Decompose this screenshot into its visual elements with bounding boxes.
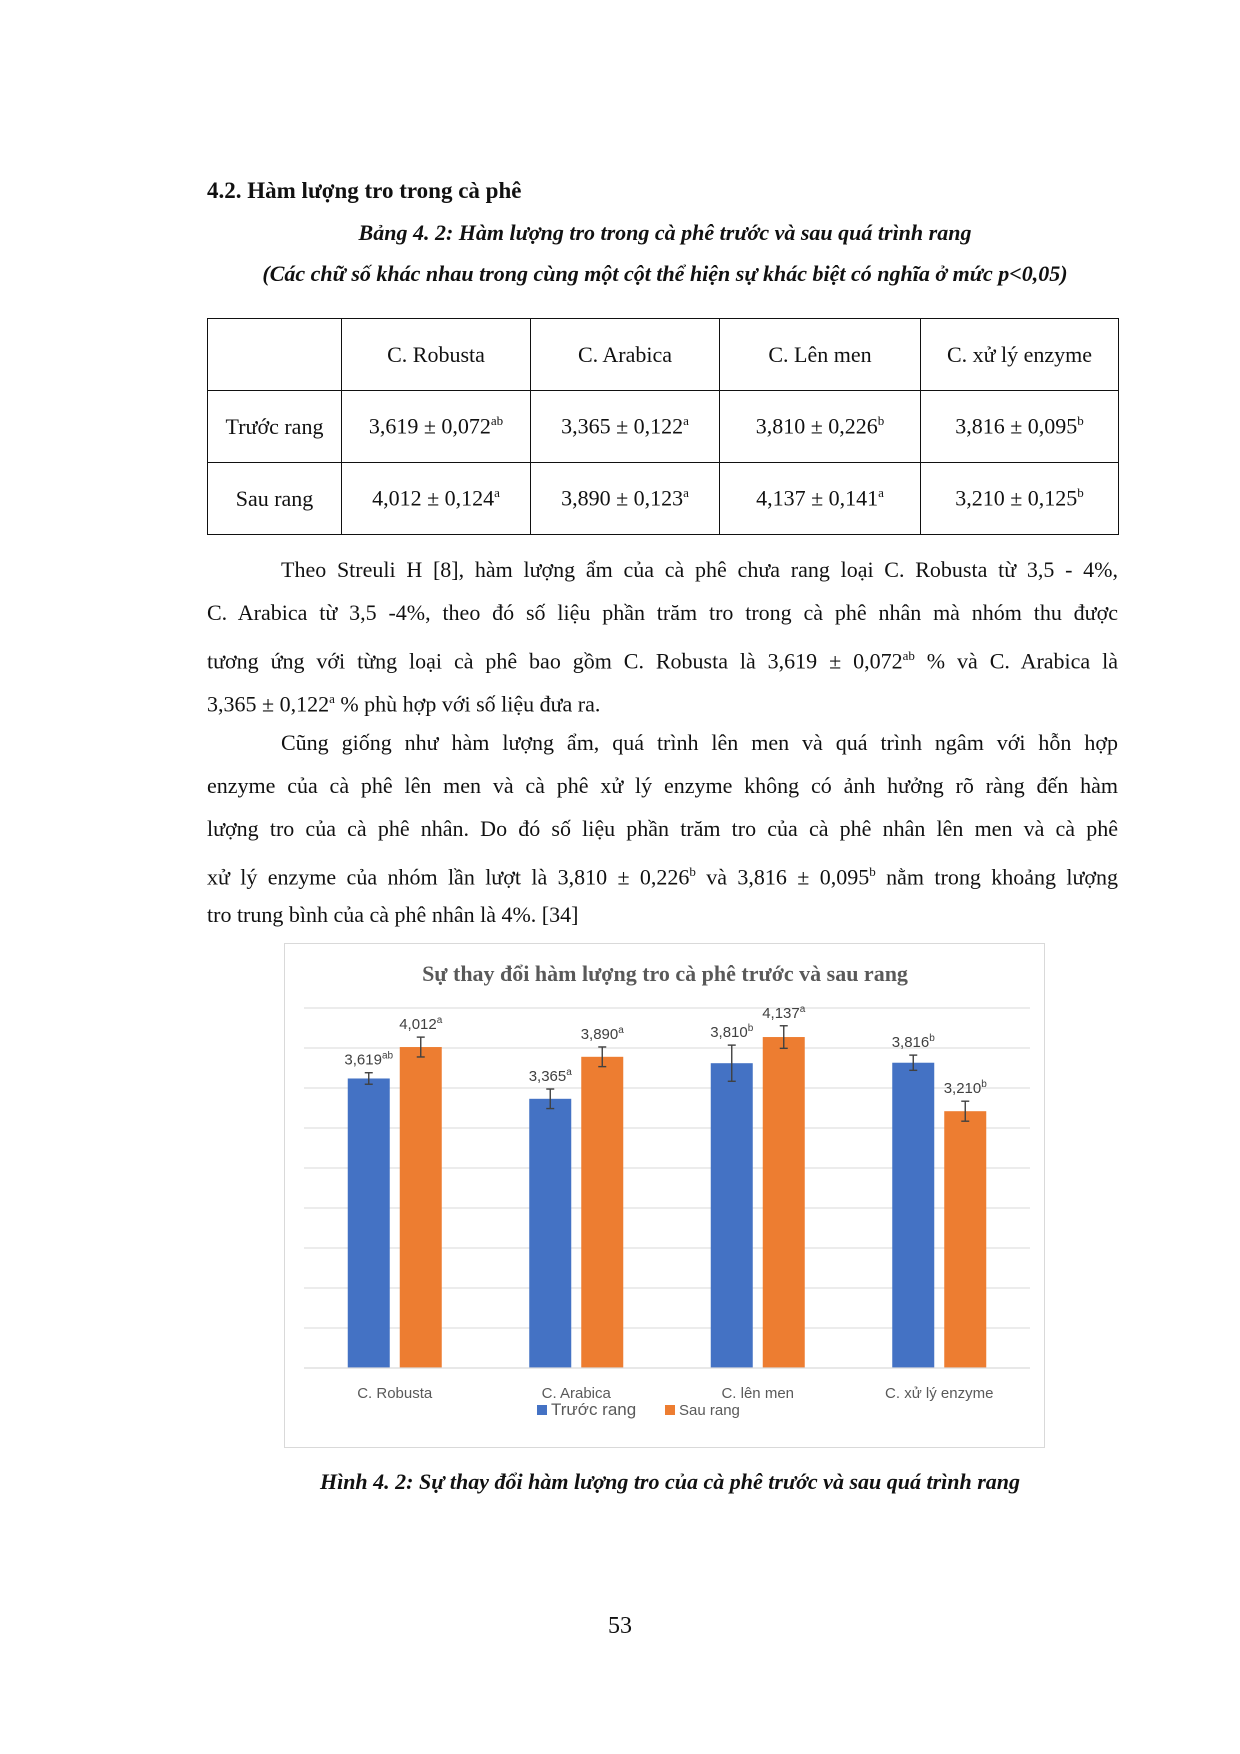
table-header-row <box>208 319 1119 391</box>
ash-content-table <box>207 318 1119 535</box>
data-label: 4,137$^a$ <box>762 1003 806 1022</box>
table-cell: 3,365 ± 0,122$^a$ <box>531 391 720 463</box>
row-label: Trước rang <box>208 391 342 463</box>
x-tick-label: C. Robusta <box>357 1385 433 1402</box>
data-label: 3,365$^a$ <box>528 1067 572 1086</box>
table-cell: 3,816 ± 0,095$^b$ <box>921 391 1119 463</box>
data-label: 3,210$^b$ <box>943 1079 987 1098</box>
paragraph-line: tương ứng với từng loại cà phê bao gồm C. Robusta là 3,619 ± 0,072$^{ab}$ % và C. Arabica là <box>207 648 1118 674</box>
table-caption-note: (Các chữ số khác nhau trong cùng một cột thể hiện sự khác biệt có nghĩa ở mức p<0,05) <box>262 261 1068 286</box>
x-tick-label: C. Arabica <box>541 1385 611 1402</box>
legend-item <box>537 1400 636 1419</box>
bar-before-roast <box>348 1078 390 1368</box>
chart-canvas <box>285 944 1044 1447</box>
paragraph-line: xử lý enzyme của nhóm lần lượt là 3,810 ± 0,226$^b$ và 3,816 ± 0,095$^b$ nằm trong khoảng lượng <box>207 864 1119 890</box>
paragraph-line: Theo Streuli H [8], hàm lượng ẩm của cà phê chưa rang loại C. Robusta từ 3,5 - 4%, <box>281 557 1118 582</box>
row-label: Sau rang <box>208 463 342 535</box>
paragraph-line: enzyme của cà phê lên men và cà phê xử lý enzyme không có ảnh hưởng rõ ràng đến hàm <box>207 773 1118 798</box>
table-header-enzyme: C. xử lý enzyme <box>921 319 1119 391</box>
bar-after-roast <box>944 1111 986 1368</box>
table-row <box>208 391 1119 463</box>
table-cell: 3,210 ± 0,125$^b$ <box>921 463 1119 535</box>
chart-title: Sự thay đổi hàm lượng tro cà phê trước và sau rang <box>422 961 908 986</box>
bar-before-roast <box>711 1063 753 1368</box>
legend-label: Sau rang <box>679 1402 740 1419</box>
table-cell: 4,012 ± 0,124$^a$ <box>342 463 531 535</box>
paragraph-line: C. Arabica từ 3,5 -4%, theo đó số liệu phần trăm tro trong cà phê nhân mà nhóm thu được <box>207 600 1118 625</box>
bar-after-roast <box>400 1047 442 1368</box>
table-caption-title: Bảng 4. 2: Hàm lượng tro trong cà phê trước và sau quá trình rang <box>358 220 972 245</box>
paragraph-2 <box>207 721 1118 936</box>
legend-item <box>665 1402 740 1419</box>
page-number: 53 <box>608 1613 632 1639</box>
table-header-fermented: C. Lên men <box>720 319 921 391</box>
ash-content-chart <box>284 943 1045 1448</box>
section-title: 4.2. Hàm lượng tro trong cà phê <box>207 178 522 203</box>
x-tick-label: C. lên men <box>721 1385 795 1402</box>
paragraph-1 <box>207 548 1118 720</box>
legend-swatch <box>665 1405 675 1415</box>
table-cell: 3,619 ± 0,072$^{ab}$ <box>342 391 531 463</box>
table-cell: 3,810 ± 0,226$^b$ <box>720 391 921 463</box>
bar-after-roast <box>581 1057 623 1368</box>
bar-before-roast <box>529 1099 571 1368</box>
table-header-arabica: C. Arabica <box>531 319 720 391</box>
data-label: 3,619$^{ab}$ <box>344 1050 394 1069</box>
figure-caption: Hình 4. 2: Sự thay đổi hàm lượng tro của cà phê trước và sau quá trình rang <box>319 1469 1021 1494</box>
legend-swatch <box>537 1405 547 1415</box>
data-label: 3,810$^b$ <box>710 1023 754 1042</box>
data-label: 3,816$^b$ <box>891 1033 935 1052</box>
data-label: 4,012$^a$ <box>399 1015 443 1034</box>
table-header-empty <box>208 319 342 391</box>
table-cell: 4,137 ± 0,141$^a$ <box>720 463 921 535</box>
bar-after-roast <box>763 1037 805 1368</box>
table-row <box>208 463 1119 535</box>
paragraph-line: 3,365 ± 0,122$^a$ % phù hợp với số liệu đưa ra. <box>207 691 601 717</box>
table-cell: 3,890 ± 0,123$^a$ <box>531 463 720 535</box>
table-header-robusta: C. Robusta <box>342 319 531 391</box>
paragraph-line: lượng tro của cà phê nhân. Do đó số liệu phần trăm tro của cà phê nhân lên men và cà phê <box>207 816 1118 841</box>
bar-before-roast <box>892 1063 934 1368</box>
data-label: 3,890$^a$ <box>580 1024 624 1043</box>
x-tick-label: C. xử lý enzyme <box>885 1385 994 1402</box>
legend-label: Trước rang <box>551 1400 637 1419</box>
paragraph-line: Cũng giống như hàm lượng ẩm, quá trình lên men và quá trình ngâm với hỗn hợp <box>281 730 1118 755</box>
paragraph-line: tro trung bình của cà phê nhân là 4%. [34] <box>207 902 579 927</box>
